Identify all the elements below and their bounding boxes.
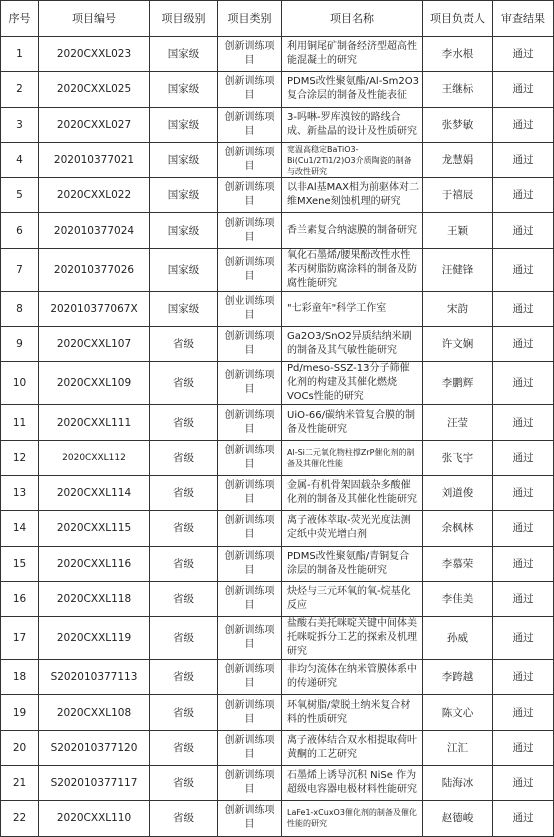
row-no-cell: 13 [1, 475, 39, 510]
project-type-cell: 创新训练项目 [218, 107, 282, 142]
project-level-cell: 省级 [150, 766, 218, 801]
project-type-cell: 创新训练项目 [218, 405, 282, 440]
review-result-cell: 通过 [493, 107, 554, 142]
project-leader-cell: 汪健锋 [423, 248, 493, 291]
table-row [1, 801, 554, 836]
project-leader-cell: 李跨越 [423, 660, 493, 695]
review-result-cell: 通过 [493, 37, 554, 72]
project-name-cell: PDMS改性聚氨酯/青铜复合涂层的制备及性能研究 [282, 546, 423, 581]
table-row [1, 660, 554, 695]
project-type-cell: 创新训练项目 [218, 511, 282, 546]
project-leader-cell: 王颖 [423, 213, 493, 248]
review-result-cell: 通过 [493, 766, 554, 801]
project-code-cell: 2020CXXL023 [39, 37, 150, 72]
project-name-cell: Ga2O3/SnO2异质结纳米刷的制备及其气敏性能研究 [282, 327, 423, 362]
project-code-cell: S202010377113 [39, 660, 150, 695]
table-row [1, 248, 554, 291]
table-row [1, 405, 554, 440]
project-level-cell: 国家级 [150, 248, 218, 291]
review-result-cell: 通过 [493, 546, 554, 581]
project-code-cell: 2020CXXL110 [39, 801, 150, 836]
row-no-cell: 6 [1, 213, 39, 248]
review-result-cell: 通过 [493, 440, 554, 475]
row-no-cell: 10 [1, 362, 39, 405]
project-code-cell: 2020CXXL115 [39, 511, 150, 546]
row-no-cell: 11 [1, 405, 39, 440]
project-level-cell: 省级 [150, 660, 218, 695]
header-type: 项目类别 [218, 1, 282, 37]
project-type-cell: 创业训练项目 [218, 291, 282, 326]
review-result-cell: 通过 [493, 213, 554, 248]
row-no-cell: 20 [1, 730, 39, 765]
row-no-cell: 17 [1, 617, 39, 660]
project-name-cell: 金属-有机骨架固载杂多酸催化剂的制备及其催化性能研究 [282, 475, 423, 510]
project-name-cell: "七彩童年"科学工作室 [282, 291, 423, 326]
review-result-cell: 通过 [493, 405, 554, 440]
project-code-cell: 202010377021 [39, 142, 150, 177]
project-name-cell: 盐酸右美托咪啶关键中间体美托咪啶拆分工艺的探索及机理研究 [282, 617, 423, 660]
project-code-cell: 2020CXXL111 [39, 405, 150, 440]
project-leader-cell: 李水根 [423, 37, 493, 72]
project-code-cell: 2020CXXL114 [39, 475, 150, 510]
project-level-cell: 国家级 [150, 213, 218, 248]
table-body [1, 37, 554, 837]
project-code-cell: 2020CXXL027 [39, 107, 150, 142]
project-level-cell: 省级 [150, 581, 218, 616]
project-code-cell: 2020CXXL022 [39, 178, 150, 213]
row-no-cell: 22 [1, 801, 39, 836]
project-name-cell: 宽温高稳定BaTiO3-Bi(Cu1/2Ti1/2)O3介质陶瓷的制备与改性研究 [282, 142, 423, 177]
project-level-cell: 省级 [150, 475, 218, 510]
project-leader-cell: 余枫林 [423, 511, 493, 546]
project-leader-cell: 宋韵 [423, 291, 493, 326]
project-name-cell: 氧化石墨烯/腰果酚改性水性苯丙树脂防腐涂料的制备及防腐性能研究 [282, 248, 423, 291]
table-row [1, 37, 554, 72]
header-row [1, 1, 554, 37]
project-type-cell: 创新训练项目 [218, 37, 282, 72]
project-leader-cell: 刘道俊 [423, 475, 493, 510]
project-type-cell: 创新训练项目 [218, 72, 282, 107]
header-name: 项目名称 [282, 1, 423, 37]
review-result-cell: 通过 [493, 511, 554, 546]
review-result-cell: 通过 [493, 291, 554, 326]
project-code-cell: 2020CXXL025 [39, 72, 150, 107]
table-row [1, 695, 554, 730]
review-result-cell: 通过 [493, 475, 554, 510]
table-row [1, 178, 554, 213]
project-leader-cell: 王继标 [423, 72, 493, 107]
project-code-cell: 2020CXXL112 [39, 440, 150, 475]
table-row [1, 440, 554, 475]
project-name-cell: 离子液体萃取-荧光光度法测定纸中荧光增白剂 [282, 511, 423, 546]
project-level-cell: 省级 [150, 440, 218, 475]
project-name-cell: 环氧树脂/蒙脱土纳米复合材料的性质研究 [282, 695, 423, 730]
review-result-cell: 通过 [493, 142, 554, 177]
table-row [1, 581, 554, 616]
review-result-cell: 通过 [493, 248, 554, 291]
table-header [1, 1, 554, 37]
review-result-cell: 通过 [493, 617, 554, 660]
project-name-cell: 炔烃与三元环氧的氧-烷基化反应 [282, 581, 423, 616]
project-code-cell: 202010377067X [39, 291, 150, 326]
project-type-cell: 创新训练项目 [218, 617, 282, 660]
project-name-cell: 香兰素复合纳滤膜的制备研究 [282, 213, 423, 248]
project-level-cell: 省级 [150, 730, 218, 765]
table-row [1, 730, 554, 765]
table-row [1, 72, 554, 107]
row-no-cell: 9 [1, 327, 39, 362]
project-name-cell: Pd/meso-SSZ-13分子筛催化剂的构建及其催化燃烧VOCs性能的研究 [282, 362, 423, 405]
project-leader-cell: 张梦敏 [423, 107, 493, 142]
row-no-cell: 14 [1, 511, 39, 546]
project-type-cell: 创新训练项目 [218, 178, 282, 213]
review-result-cell: 通过 [493, 72, 554, 107]
project-type-cell: 创新训练项目 [218, 362, 282, 405]
project-type-cell: 创新训练项目 [218, 213, 282, 248]
project-name-cell: UiO-66/碳纳米管复合膜的制备及性能研究 [282, 405, 423, 440]
table-row [1, 766, 554, 801]
project-code-cell: S202010377117 [39, 766, 150, 801]
row-no-cell: 8 [1, 291, 39, 326]
project-level-cell: 国家级 [150, 72, 218, 107]
row-no-cell: 15 [1, 546, 39, 581]
project-name-cell: 利用铜尾矿制备经济型超高性能混凝土的研究 [282, 37, 423, 72]
header-result: 审查结果 [493, 1, 554, 37]
project-level-cell: 国家级 [150, 37, 218, 72]
project-level-cell: 省级 [150, 362, 218, 405]
table-row [1, 362, 554, 405]
project-code-cell: 2020CXXL108 [39, 695, 150, 730]
project-type-cell: 创新训练项目 [218, 801, 282, 836]
project-name-cell: 石墨烯上诱导沉积 NiSe 作为超级电容器电极材料性能研究 [282, 766, 423, 801]
project-leader-cell: 李慕荣 [423, 546, 493, 581]
review-result-cell: 通过 [493, 581, 554, 616]
project-level-cell: 国家级 [150, 142, 218, 177]
project-code-cell: 2020CXXL118 [39, 581, 150, 616]
header-leader: 项目负责人 [423, 1, 493, 37]
project-leader-cell: 龙慧娟 [423, 142, 493, 177]
project-leader-cell: 江汇 [423, 730, 493, 765]
project-code-cell: 2020CXXL109 [39, 362, 150, 405]
project-name-cell: 3-吗啉-罗库溴铵的路线合成、新盐晶的设计及性质研究 [282, 107, 423, 142]
project-level-cell: 国家级 [150, 107, 218, 142]
project-leader-cell: 李鹏辉 [423, 362, 493, 405]
table-row [1, 291, 554, 326]
header-level: 项目级别 [150, 1, 218, 37]
project-name-cell: Al-Si二元氧化物柱撑ZrP催化剂的制备及其催化性能 [282, 440, 423, 475]
table-row [1, 107, 554, 142]
row-no-cell: 12 [1, 440, 39, 475]
project-type-cell: 创新训练项目 [218, 142, 282, 177]
row-no-cell: 2 [1, 72, 39, 107]
table-row [1, 511, 554, 546]
project-type-cell: 创新训练项目 [218, 475, 282, 510]
project-name-cell: 非均匀流体在纳米管膜体系中的传递研究 [282, 660, 423, 695]
project-level-cell: 省级 [150, 801, 218, 836]
row-no-cell: 19 [1, 695, 39, 730]
project-code-cell: 202010377026 [39, 248, 150, 291]
table-row [1, 475, 554, 510]
project-level-cell: 国家级 [150, 178, 218, 213]
project-type-cell: 创新训练项目 [218, 695, 282, 730]
project-level-cell: 省级 [150, 617, 218, 660]
row-no-cell: 4 [1, 142, 39, 177]
review-result-cell: 通过 [493, 362, 554, 405]
project-name-cell: LaFe1-xCuxO3催化剂的制备及催化性能的研究 [282, 801, 423, 836]
project-code-cell: 2020CXXL119 [39, 617, 150, 660]
table-row [1, 142, 554, 177]
project-leader-cell: 赵德峻 [423, 801, 493, 836]
project-leader-cell: 李佳美 [423, 581, 493, 616]
project-code-cell: 202010377024 [39, 213, 150, 248]
table-row [1, 213, 554, 248]
project-type-cell: 创新训练项目 [218, 660, 282, 695]
row-no-cell: 7 [1, 248, 39, 291]
project-type-cell: 创新训练项目 [218, 248, 282, 291]
project-type-cell: 创新训练项目 [218, 730, 282, 765]
row-no-cell: 5 [1, 178, 39, 213]
header-no: 序号 [1, 1, 39, 37]
project-level-cell: 国家级 [150, 291, 218, 326]
review-result-cell: 通过 [493, 695, 554, 730]
project-name-cell: PDMS改性聚氨酯/Al-Sm2O3复合涂层的制备及性能表征 [282, 72, 423, 107]
row-no-cell: 21 [1, 766, 39, 801]
header-code: 项目编号 [39, 1, 150, 37]
project-leader-cell: 于禧辰 [423, 178, 493, 213]
review-result-cell: 通过 [493, 730, 554, 765]
table-row [1, 546, 554, 581]
project-level-cell: 省级 [150, 405, 218, 440]
project-level-cell: 省级 [150, 546, 218, 581]
row-no-cell: 1 [1, 37, 39, 72]
project-level-cell: 省级 [150, 511, 218, 546]
review-result-cell: 通过 [493, 327, 554, 362]
project-type-cell: 创新训练项目 [218, 440, 282, 475]
project-leader-cell: 陆海冰 [423, 766, 493, 801]
project-level-cell: 省级 [150, 695, 218, 730]
project-level-cell: 省级 [150, 327, 218, 362]
project-type-cell: 创新训练项目 [218, 327, 282, 362]
project-code-cell: 2020CXXL116 [39, 546, 150, 581]
project-leader-cell: 张飞宇 [423, 440, 493, 475]
project-type-cell: 创新训练项目 [218, 581, 282, 616]
review-result-cell: 通过 [493, 801, 554, 836]
project-leader-cell: 汪莹 [423, 405, 493, 440]
row-no-cell: 16 [1, 581, 39, 616]
project-type-cell: 创新训练项目 [218, 546, 282, 581]
project-leader-cell: 陈文心 [423, 695, 493, 730]
table-row [1, 617, 554, 660]
project-type-cell: 创新训练项目 [218, 766, 282, 801]
row-no-cell: 18 [1, 660, 39, 695]
project-name-cell: 以非Al基MAX相为前驱体对二维MXene刻蚀机理的研究 [282, 178, 423, 213]
project-name-cell: 离子液体结合双水相提取荷叶黄酮的工艺研究 [282, 730, 423, 765]
review-result-cell: 通过 [493, 178, 554, 213]
project-leader-cell: 许文娴 [423, 327, 493, 362]
row-no-cell: 3 [1, 107, 39, 142]
project-leader-cell: 孙威 [423, 617, 493, 660]
project-code-cell: S202010377120 [39, 730, 150, 765]
project-code-cell: 2020CXXL107 [39, 327, 150, 362]
table-row [1, 327, 554, 362]
review-result-cell: 通过 [493, 660, 554, 695]
